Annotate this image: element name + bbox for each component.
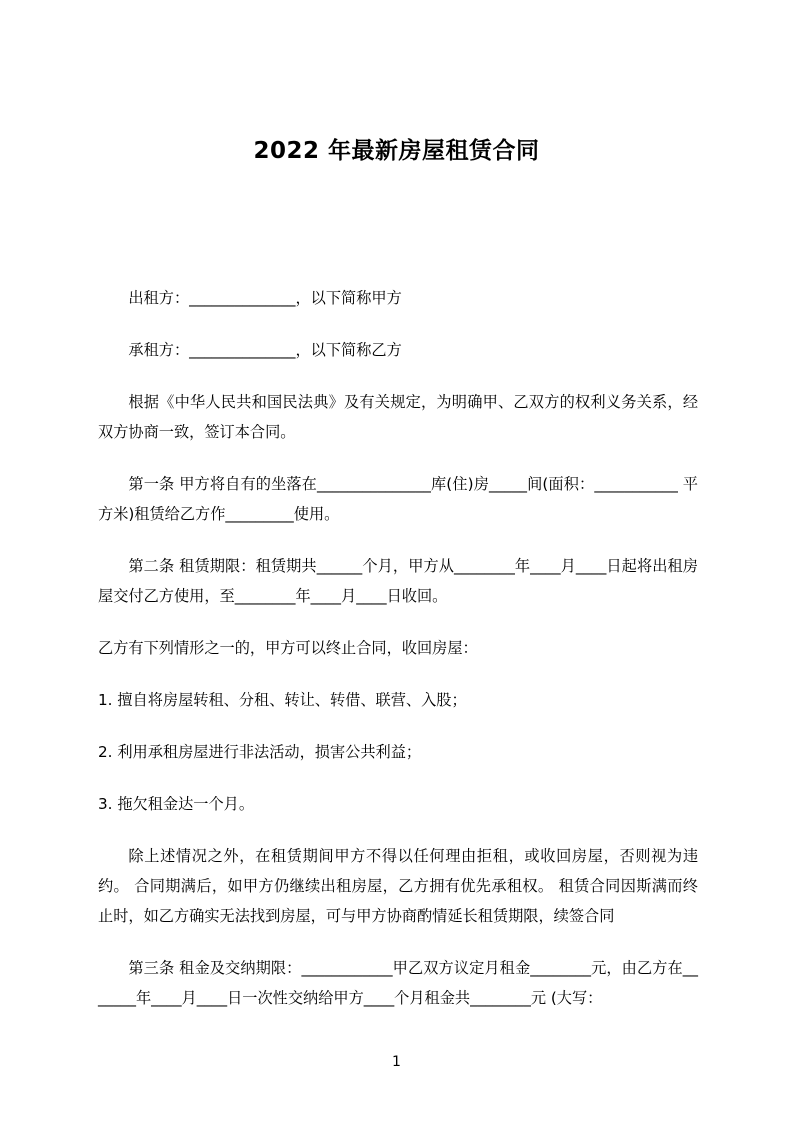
termination-item-3: 3. 拖欠租金达一个月。 xyxy=(98,795,255,813)
article-3-paragraph: 第三条 租金及交纳期限：____________甲乙双方议定月租金________元，由乙方在_______年____月____日一次性交纳给甲方____个月租金共________元 (大写： xyxy=(98,959,698,1007)
termination-item-2: 2. 利用承租房屋进行非法活动，损害公共利益； xyxy=(98,743,422,761)
lessee-line: 承租方：______________，以下简称乙方 xyxy=(128,341,402,359)
termination-item-1: 1. 擅自将房屋转租、分租、转让、转借、联营、入股； xyxy=(98,691,467,709)
termination-intro-paragraph: 乙方有下列情形之一的，甲方可以终止合同，收回房屋： xyxy=(98,639,478,657)
document-body xyxy=(98,283,698,1013)
page-number: 1 xyxy=(392,1054,401,1070)
lessor-line: 出租方：______________，以下简称甲方 xyxy=(128,289,402,307)
page-title: 2022 年最新房屋租赁合同 xyxy=(253,138,540,164)
extension-paragraph: 除上述情况之外，在租赁期间甲方不得以任何理由拒租，或收回房屋，否则视为违约。 合同期满后，如甲方仍继续出租房屋，乙方拥有优先承租权。 租赁合同因斯满而终止时，如乙方确实无法找到房屋，可与甲方协商酌情延长租赁期限，续签合同 xyxy=(98,847,698,925)
article-1-paragraph: 第一条 甲方将自有的坐落在_______________库(住)房_____间(面积：___________ 平方米)租赁给乙方作_________使用。 xyxy=(98,475,698,523)
preamble-paragraph: 根据《中华人民共和国民法典》及有关规定，为明确甲、乙双方的权利义务关系，经双方协商一致，签订本合同。 xyxy=(98,393,698,441)
article-2-paragraph: 第二条 租赁期限：租赁期共______个月，甲方从________年____月____日起将出租房屋交付乙方使用，至________年____月____日收回。 xyxy=(98,557,698,605)
